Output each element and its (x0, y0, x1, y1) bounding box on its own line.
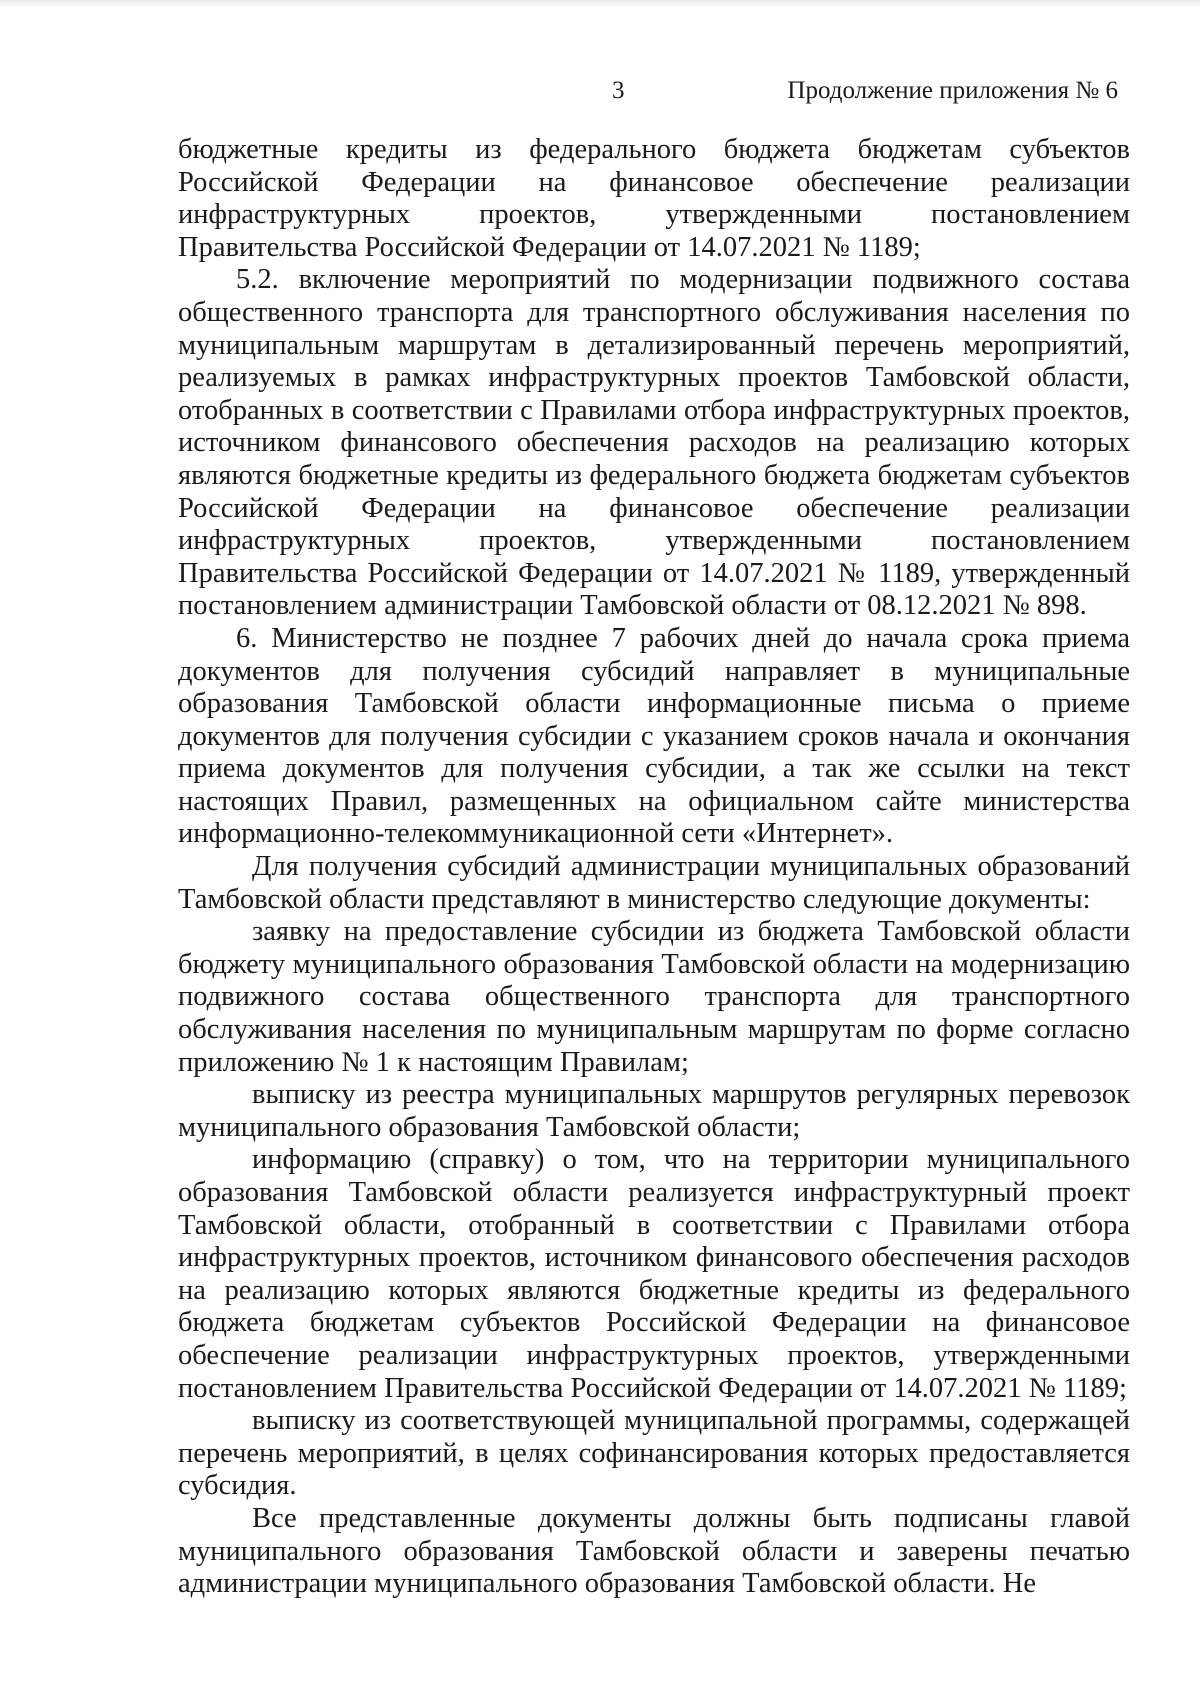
paragraph-document-program-extract: выписку из соответствующей муниципальной программы, содержащей перечень мероприятий, в целях софинансирования которых предоставляется субсидия. (178, 1405, 1130, 1502)
paragraph-documents-intro: Для получения субсидий администрации муниципальных образований Тамбовской области представляют в министерство следующие документы: (178, 851, 1130, 915)
paragraph-document-project-info: информацию (справку) о том, что на территории муниципального образования Тамбовской области реализуется инфраструктурный проект Тамбовской области, отобранный в соответствии с Правилами отбора инфраструктурных проектов, источником финансового обеспечения расходов на реализацию которых являются бюджетные кредиты из федерального бюджета бюджетам субъектов Российской Федерации на финансовое обеспечение реализации инфраструктурных проектов, утвержденными постановлением Правительства Российской Федерации от 14.07.2021 № 1189; (178, 1144, 1130, 1404)
paragraph-signature-requirement: Все представленные документы должны быть подписаны главой муниципального образования Тамбовской области и заверены печатью администрации муниципального образования Тамбовской области. Не (178, 1502, 1130, 1600)
paragraph-item-5-2: 5.2. включение мероприятий по модернизации подвижного состава общественного транспорта для транспортного обслуживания населения по муниципальным маршрутам в детализированный перечень мероприятий, реализуемых в рамках инфраструктурных проектов Тамбовской области, отобранных в соответствии с Правилами отбора инфраструктурных проектов, источником финансового обеспечения расходов на реализацию которых являются бюджетные кредиты из федерального бюджета бюджетам субъектов Российской Федерации на финансовое обеспечение реализации инфраструктурных проектов, утвержденными постановлением Правительства Российской Федерации от 14.07.2021 № 1189, утвержденный постановлением администрации Тамбовской области от 08.12.2021 № 898. (178, 264, 1130, 622)
paragraph-document-application: заявку на предоставление субсидии из бюджета Тамбовской области бюджету муниципального образования Тамбовской области на модернизацию подвижного состава общественного транспорта для транспортного обслуживания населения по муниципальным маршрутам по форме согласно приложению № 1 к настоящим Правилам; (178, 916, 1130, 1078)
page-number: 3 (612, 77, 625, 104)
paragraph-continuation: бюджетные кредиты из федерального бюджета бюджетам субъектов Российской Федерации на финансовое обеспечение реализации инфраструктурных проектов, утвержденными постановлением Правительства Российской Федерации от 14.07.2021 № 1189; (178, 134, 1130, 263)
document-body (178, 134, 1130, 1601)
running-header: Продолжение приложения № 6 (787, 77, 1118, 104)
paragraph-document-registry-extract: выписку из реестра муниципальных маршрутов регулярных перевозок муниципального образования Тамбовской области; (178, 1079, 1130, 1143)
paragraph-item-6: 6. Министерство не позднее 7 рабочих дней до начала срока приема документов для получения субсидий направляет в муниципальные образования Тамбовской области информационные письма о приеме документов для получения субсидии с указанием сроков начала и окончания приема документов для получения субсидии, а так же ссылки на текст настоящих Правил, размещенных на официальном сайте министерства информационно-телекоммуникационной сети «Интернет». (178, 622, 1130, 850)
scan-edge-shadow (0, 0, 1200, 8)
